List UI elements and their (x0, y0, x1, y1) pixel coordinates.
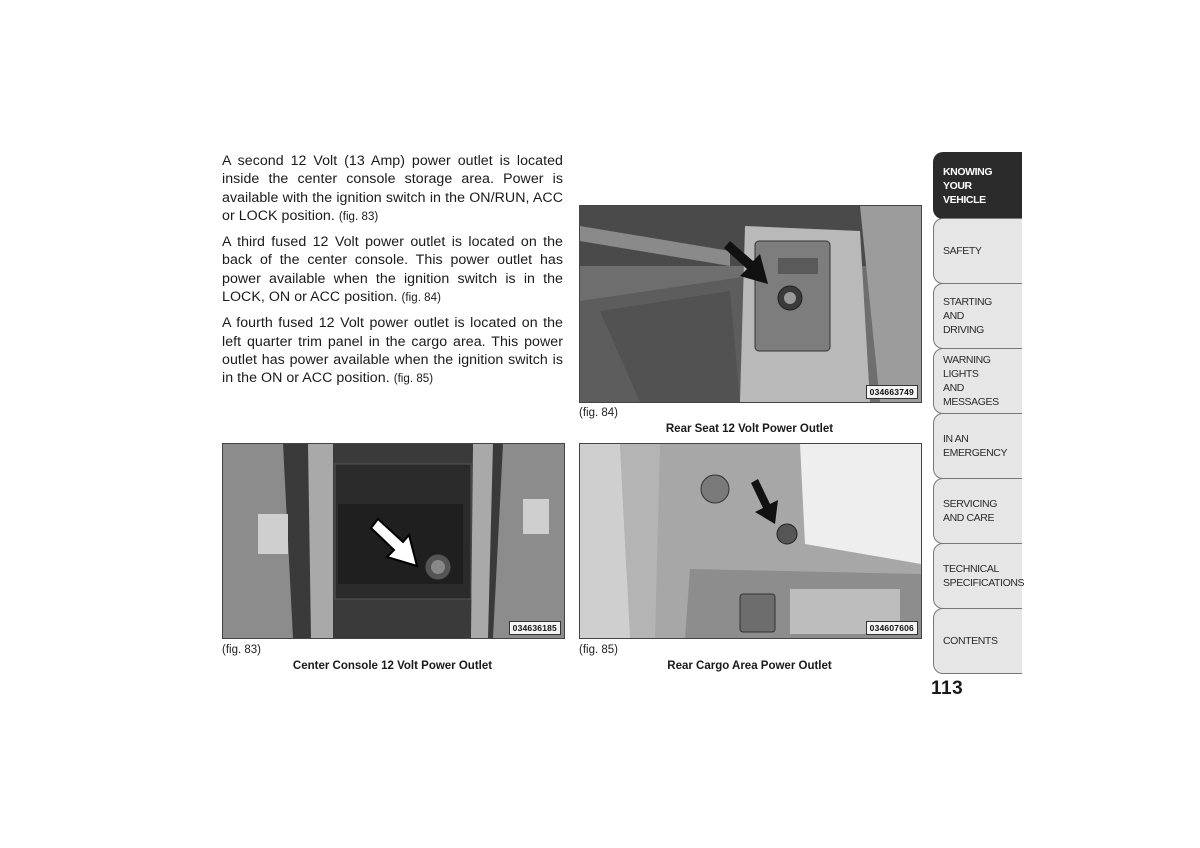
tab-warning-lights[interactable] (933, 348, 1022, 414)
figure-caption: Rear Cargo Area Power Outlet (667, 660, 832, 672)
paragraph-text: A third fused 12 Volt power outlet is located on the back of the center console. This power outlet has power available when the ignition switch is in the LOCK, ON or ACC position. (222, 234, 563, 306)
tab-label: TECHNICAL SPECIFICATIONS (943, 563, 1025, 589)
tab-knowing-your-vehicle[interactable] (933, 152, 1022, 219)
tab-starting-and-driving[interactable] (933, 283, 1022, 349)
figure-84-photo (579, 205, 922, 403)
paragraph-fig84 (222, 233, 563, 307)
tab-technical-specifications[interactable] (933, 543, 1025, 609)
figure-number: (fig. 84) (579, 407, 618, 419)
figure-85-photo (579, 443, 922, 639)
tab-label: SERVICING AND CARE (943, 498, 997, 524)
paragraph-fig83 (222, 152, 563, 226)
paragraph-text: A second 12 Volt (13 Amp) power outlet is located inside the center console storage area. Power is available with the ignition switch in the ON/RUN, ACC or LOCK position. (222, 153, 563, 224)
paragraph-text: A fourth fused 12 Volt power outlet is located on the left quarter trim panel in the cargo area. This power outlet has power available when the ignition switch is in the ON or ACC position. (222, 315, 563, 387)
tab-label: SAFETY (943, 245, 982, 257)
page-number: 113 (931, 678, 964, 699)
figure-caption: Center Console 12 Volt Power Outlet (292, 660, 493, 672)
tab-label: STARTING AND DRIVING (943, 296, 992, 336)
figure-reference: (fig. 84) (401, 292, 441, 305)
figure-number: (fig. 83) (222, 644, 261, 656)
figure-number: (fig. 85) (579, 644, 618, 656)
center-console-illustration (223, 444, 564, 638)
tab-safety[interactable] (933, 218, 1022, 284)
paragraph-fig85 (222, 314, 563, 388)
figure-reference: (fig. 85) (393, 373, 434, 386)
figure-code: 034607606 (866, 621, 918, 635)
tab-servicing-and-care[interactable] (933, 478, 1022, 544)
figure-code: 034636185 (509, 621, 561, 635)
figure-reference: (fig. 83) (338, 210, 379, 223)
cargo-area-outlet-illustration (580, 444, 921, 638)
tab-label: CONTENTS (943, 635, 998, 647)
figure-code: 034663749 (866, 385, 918, 399)
tab-label: IN AN EMERGENCY (943, 433, 1008, 459)
tab-label: KNOWING YOUR VEHICLE (943, 165, 993, 206)
figure-83-photo (222, 443, 565, 639)
figure-caption: Rear Seat 12 Volt Power Outlet (665, 423, 834, 435)
tab-contents[interactable] (933, 608, 1022, 674)
rear-seat-outlet-illustration (580, 206, 921, 402)
body-text-column (222, 152, 563, 396)
tab-label: WARNING LIGHTS AND MESSAGES (943, 354, 999, 408)
tab-in-an-emergency[interactable] (933, 413, 1022, 479)
